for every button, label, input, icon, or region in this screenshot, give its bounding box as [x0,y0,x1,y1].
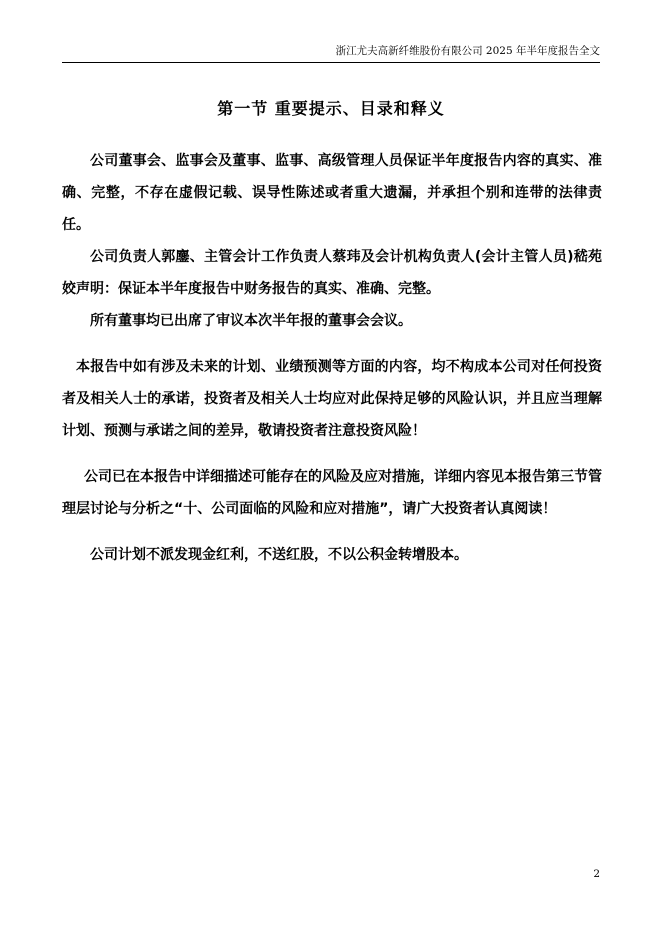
page-header [62,40,600,63]
paragraph-dividend-plan: 公司计划不派发现金红利，不送红股，不以公积金转增股本。 [90,547,468,563]
header-text: 浙江尤夫高新纤维股份有限公司 2025 年半年度报告全文 [335,45,600,57]
paragraph-risk-measures: 公司已在本报告中详细描述可能存在的风险及应对措施，详细内容见本报告第三节管理层讨论与分析之“十、公司面临的风险和应对措施”，请广大投资者认真阅读！ [62,469,602,517]
paragraph-responsibility-statement: 公司董事会、监事会及董事、监事、高级管理人员保证半年度报告内容的真实、准确、完整，不存在虚假记载、误导性陈述或者重大遗漏，并承担个别和连带的法律责任。 [62,153,602,233]
paragraph-responsible-persons-declaration: 公司负责人郭鏖、主管会计工作负责人蔡玮及会计机构负责人(会计主管人员)嵇苑姣声明：保证本半年度报告中财务报告的真实、准确、完整。 [62,249,602,297]
section-title: 第一节 重要提示、目录和释义 [217,99,445,118]
page-number: 2 [593,868,600,880]
document-body [62,145,602,571]
paragraph-forward-looking-risk: 本报告中如有涉及未来的计划、业绩预测等方面的内容，均不构成本公司对任何投资者及相关人士的承诺，投资者及相关人士均应对此保持足够的风险认识，并且应当理解计划、预测与承诺之间的差异，敬请投资者注意投资风险！ [62,359,602,439]
paragraph-board-attendance: 所有董事均已出席了审议本次半年报的董事会会议。 [90,313,412,329]
